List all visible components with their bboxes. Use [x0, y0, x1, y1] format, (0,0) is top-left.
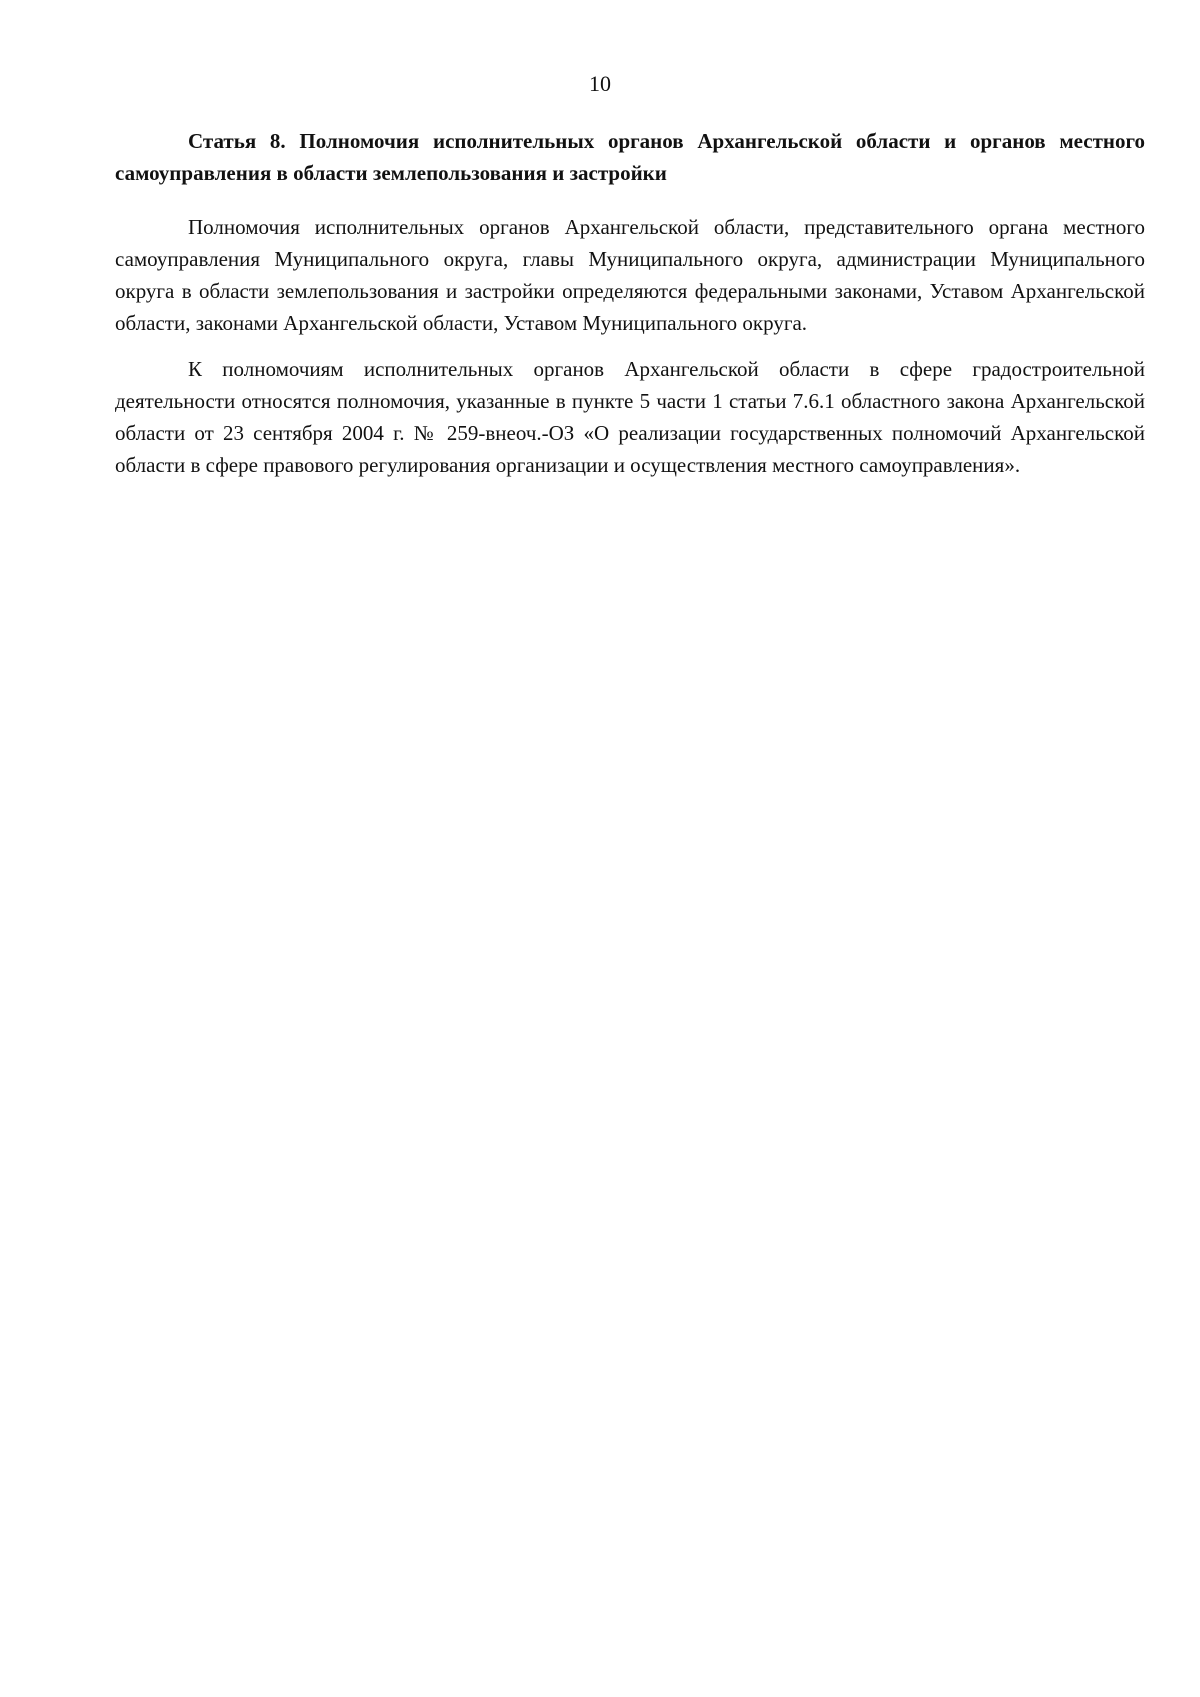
article-body — [115, 125, 1145, 495]
paragraph-1: Полномочия исполнительных органов Архангельской области, представительного органа местного самоуправления Муниципального округа, главы Муниципального округа, администрации Муниципального округа в области землепользования и застройки определяются федеральными законами, Уставом Архангельской области, законами Архангельской области, Уставом Муниципального округа. — [115, 215, 1145, 335]
paragraph-2: К полномочиям исполнительных органов Архангельской области в сфере градостроительной деятельности относятся полномочия, указанные в пункте 5 части 1 статьи 7.6.1 областного закона Архангельской области от 23 сентября 2004 г. № 259-внеоч.-ОЗ «О реализации государственных полномочий Архангельской области в сфере правового регулирования организации и осуществления местного самоуправления». — [115, 357, 1145, 477]
page-number: 10 — [589, 71, 611, 96]
article-title: Статья 8. Полномочия исполнительных органов Архангельской области и органов местного самоуправления в области землепользования и застройки — [115, 129, 1145, 185]
